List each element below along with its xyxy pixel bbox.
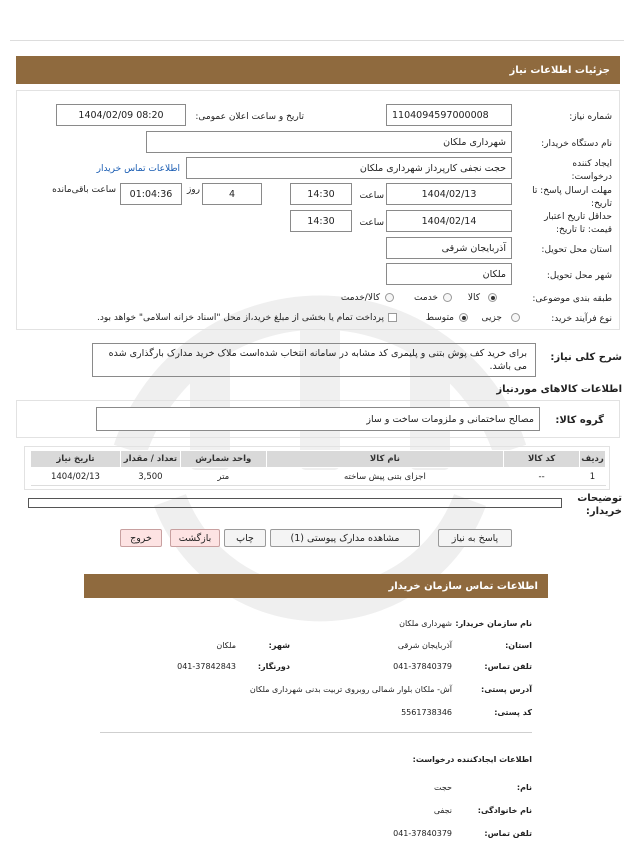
goods-table [30,450,606,486]
process-radio-minor[interactable] [511,313,520,322]
goods-group-label: گروه کالا: [555,415,604,426]
goods-group-field: مصالح ساختمانی و ملزومات ساخت و ساز [96,407,540,431]
payment-checkbox[interactable] [388,313,397,322]
page-header [16,56,620,84]
remaining-time-field: 01:04:36 [120,183,182,205]
reply-time-label: ساعت [359,191,384,201]
buyer-org-field: شهرداری ملکان [146,131,512,153]
description-label: شرح کلی نیاز: [550,352,622,363]
validity-date-field: 1404/02/14 [386,210,512,232]
city-label: شهر محل تحویل: [546,271,612,281]
creator-phone-label: تلفن تماس: [484,829,532,838]
category-radio-both[interactable] [385,293,394,302]
description-box: برای خرید کف پوش بتنی و پلیمری کد مشابه در سامانه انتخاب شده‌است ملاک خرید مدارک بارگذاری شده می باشد. [92,343,536,377]
print-button[interactable]: چاپ [224,529,266,547]
need-number-label: شماره نیاز: [569,112,612,122]
process-label: نوع فرآیند خرید: [551,314,612,324]
top-divider [10,40,624,41]
days-label: روز [186,185,200,195]
contact-address: آش- ملکان بلوار شمالی روبروی تربیت بدنی شهرداری ملکان [249,685,452,694]
payment-note: پرداخت تمام یا بخشی از مبلغ خرید،از محل "اسناد خزانه اسلامی" خواهد بود. [96,313,384,323]
validity-time-label: ساعت [359,218,384,228]
creator-family: نجفی [433,806,452,815]
city-field: ملکان [386,263,512,285]
contact-header [84,574,548,598]
category-radio-goods[interactable] [488,293,497,302]
goods-section-title: اطلاعات کالاهای موردنیاز [496,384,622,395]
creator-info-title: اطلاعات ایجادکننده درخواست: [412,755,532,764]
contact-city-label: شهر: [268,641,290,650]
col-date: تاریخ نیاز [31,451,121,468]
creator-name-label: نام: [516,783,532,792]
announce-date-label: تاریخ و ساعت اعلان عمومی: [195,112,304,122]
reply-deadline-label: مهلت ارسال پاسخ: تا تاریخ: [532,186,612,209]
contact-phone-label: تلفن تماس: [484,662,532,671]
process-minor-label: جزیی [481,313,502,323]
category-both-label: کالا/خدمت [340,293,380,303]
contact-fax-label: دورنگار: [257,662,290,671]
contact-postal: 5561738346 [401,708,452,717]
reply-button[interactable]: پاسخ به نیاز [438,529,512,547]
buyer-org-label: نام دستگاه خریدار: [541,139,612,149]
contact-address-label: آدرس پستی: [481,685,532,694]
validity-time-field: 14:30 [290,210,352,232]
province-label: استان محل تحویل: [541,245,612,255]
attachments-button[interactable]: مشاهده مدارک پیوستی (1) [270,529,420,547]
creator-family-label: نام خانوادگی: [477,806,532,815]
col-code: کد کالا [504,451,580,468]
contact-city: ملکان [216,641,236,650]
reply-date-field: 1404/02/13 [386,183,512,205]
buyer-notes-label: توضیحات خریدار: [577,493,622,517]
contact-org-label: نام سازمان خریدار: [455,619,532,628]
contact-title: اطلاعات تماس سازمان خریدار [388,580,538,592]
contact-fax: 041-37842843 [177,662,236,671]
creator-label: ایجاد کننده درخواست: [571,159,612,182]
creator-name: حجت [434,783,452,792]
page-title: جزئیات اطلاعات نیاز [509,64,610,76]
need-number-field: 1104094597000008 [386,104,512,126]
process-medium-label: متوسط [425,313,454,323]
announce-date-field: 1404/02/09 08:20 [56,104,186,126]
col-row: ردیف [580,451,606,468]
buyer-notes-box [28,498,562,508]
table-row: 1 -- اجزای بتنی پیش ساخته متر 3,500 1404/02/13 [31,468,606,486]
validity-label: حداقل تاریخ اعتبار قیمت: تا تاریخ: [544,212,612,235]
contact-org: شهرداری ملکان [399,619,452,628]
category-service-label: خدمت [414,293,438,303]
back-button[interactable]: بازگشت [170,529,220,547]
contact-province: آذربایجان شرقی [397,641,452,650]
col-name: نام کالا [266,451,503,468]
category-goods-label: کالا [467,293,480,303]
contact-phone: 041-37840379 [393,662,452,671]
goods-table-header [31,451,606,468]
creator-field: حجت نجفی کارپرداز شهرداری ملکان [186,157,512,179]
category-label: طبقه بندی موضوعی: [532,294,612,304]
reply-time-field: 14:30 [290,183,352,205]
creator-phone: 041-37840379 [393,829,452,838]
exit-button[interactable]: خروج [120,529,162,547]
category-radio-service[interactable] [443,293,452,302]
contact-province-label: استان: [505,641,532,650]
remaining-days-field: 4 [202,183,262,205]
process-radio-medium[interactable] [459,313,468,322]
province-field: آذربایجان شرقی [386,237,512,259]
remaining-time-label: ساعت باقی‌مانده [52,185,116,195]
contact-postal-label: کد پستی: [494,708,532,717]
buyer-contact-link[interactable]: اطلاعات تماس خریدار [96,164,180,174]
col-qty: تعداد / مقدار [120,451,180,468]
col-unit: واحد شمارش [180,451,266,468]
contact-divider [100,732,532,733]
